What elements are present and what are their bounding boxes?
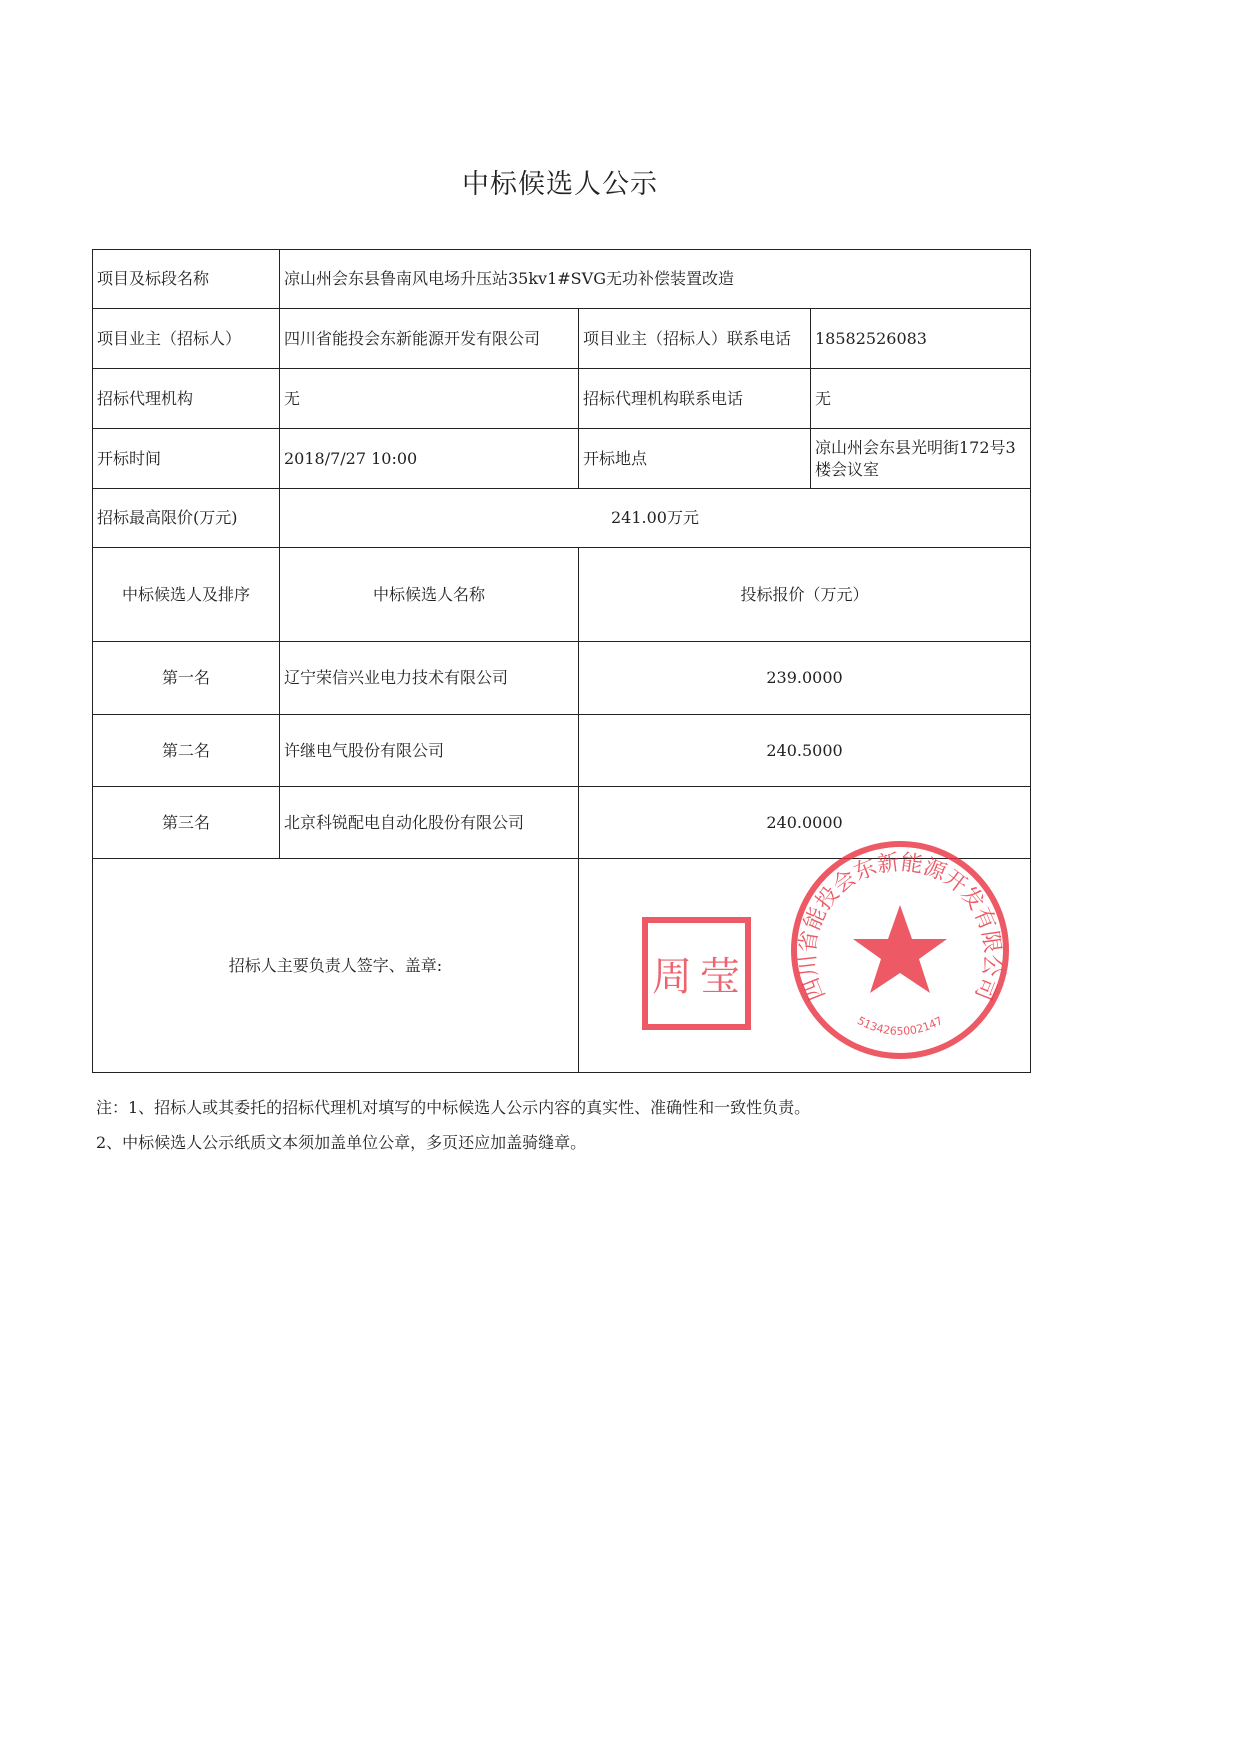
svg-text:周: 周 [652, 954, 692, 1000]
candidate-price: 240.5000 [578, 714, 1031, 787]
candidate-rank: 第一名 [92, 641, 280, 715]
open-place-value: 凉山州会东县光明街172号3楼会议室 [810, 428, 1031, 489]
page-title: 中标候选人公示 [462, 169, 658, 200]
header-price: 投标报价（万元） [578, 547, 1031, 642]
star-icon [853, 905, 947, 993]
candidate-name: 辽宁荣信兴业电力技术有限公司 [279, 641, 579, 715]
personal-seal [640, 915, 755, 1030]
open-time-value: 2018/7/27 10:00 [279, 428, 579, 489]
seal-number-text: 5134265002147 [855, 1014, 945, 1038]
agency-value: 无 [279, 368, 579, 429]
signature-label: 招标人主要负责人签字、盖章: [92, 858, 579, 1073]
candidate-price: 239.0000 [578, 641, 1031, 715]
open-place-label: 开标地点 [578, 428, 811, 489]
project-label: 项目及标段名称 [92, 249, 280, 309]
candidate-rank: 第三名 [92, 786, 280, 859]
max-price-label: 招标最高限价(万元) [92, 488, 280, 548]
note-1: 注：1、招标人或其委托的招标代理机对填写的中标候选人公示内容的真实性、准确性和一致性负责。 [96, 1098, 811, 1117]
candidate-name: 北京科锐配电自动化股份有限公司 [279, 786, 579, 859]
agency-phone-label: 招标代理机构联系电话 [578, 368, 811, 429]
candidate-price: 240.0000 [578, 786, 1031, 859]
seal-company-text: 四川省能投会东新能源开发有限公司 [795, 850, 1005, 1004]
candidate-rank: 第二名 [92, 714, 280, 787]
owner-label: 项目业主（招标人） [92, 308, 280, 369]
note-2: 2、中标候选人公示纸质文本须加盖单位公章，多页还应加盖骑缝章。 [96, 1133, 587, 1152]
candidate-name: 许继电气股份有限公司 [279, 714, 579, 787]
open-time-label: 开标时间 [92, 428, 280, 489]
owner-phone-label: 项目业主（招标人）联系电话 [578, 308, 811, 369]
company-seal [785, 835, 1015, 1065]
header-name: 中标候选人名称 [279, 547, 579, 642]
svg-text:莹: 莹 [700, 954, 740, 1000]
owner-phone-value: 18582526083 [810, 308, 1031, 369]
agency-label: 招标代理机构 [92, 368, 280, 429]
owner-value: 四川省能投会东新能源开发有限公司 [279, 308, 579, 369]
project-value: 凉山州会东县鲁南风电场升压站35kv1#SVG无功补偿装置改造 [279, 249, 1031, 309]
header-rank: 中标候选人及排序 [92, 547, 280, 642]
agency-phone-value: 无 [810, 368, 1031, 429]
svg-text:5134265002147 [855, 1014, 945, 1038]
max-price-value: 241.00万元 [279, 488, 1031, 548]
